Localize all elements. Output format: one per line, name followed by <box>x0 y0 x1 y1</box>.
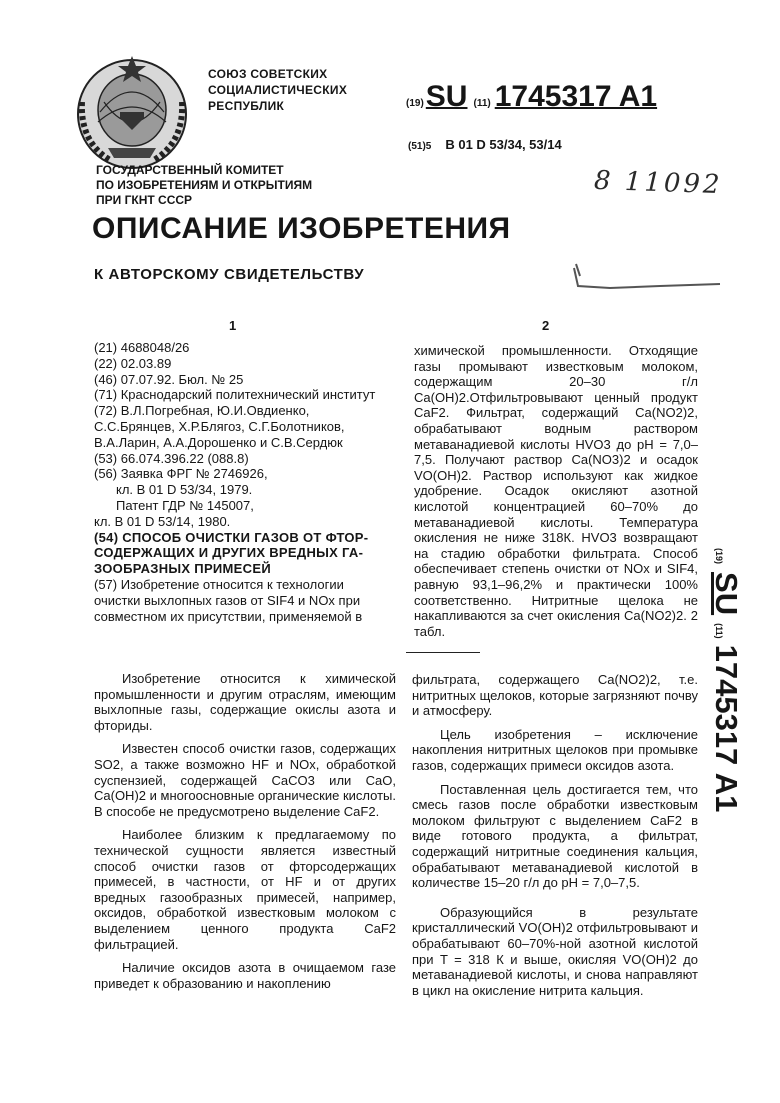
committee-line: ПО ИЗОБРЕТЕНИЯМ И ОТКРЫТИЯМ <box>96 178 313 192</box>
paragraph: Поставленная цель достигается тем, что смесь газов после обработки известковым молоком фильтруют с выделением CaF2 в виде готового продукта, а фильтрат, содержащий нитритные соединения кальция, обрабатывают метаванадиевой кислотой в количестве 15–20 г/л до pH = 7,0–7,5. <box>412 781 698 891</box>
paragraph: Известен способ очистки газов, содержащих SO2, а также возможно HF и NOx, обработкой суспензией, содержащей CaCO3 или CaO, Ca(OH)2 и многоосновные органические кислоты. В способе не предусмотрено выделение CaF2. <box>94 741 396 819</box>
country-line: СОЦИАЛИСТИЧЕСКИХ <box>208 83 348 97</box>
country-name <box>208 66 347 114</box>
sidebar-code-19: (19) <box>714 548 724 565</box>
applicant: (71) Краснодарский политехнический институт <box>94 387 376 403</box>
inventors: В.А.Ларин, А.А.Дорошенко и С.В.Сердюк <box>94 434 343 450</box>
invention-title: СОДЕРЖАЩИХ И ДРУГИХ ВРЕДНЫХ ГА- <box>94 545 364 561</box>
document-subtitle: К АВТОРСКОМУ СВИДЕТЕЛЬСТВУ <box>94 266 365 283</box>
code-11: (11) <box>473 98 491 109</box>
reference: кл. B 01 D 53/14, 1980. <box>94 513 231 529</box>
scan-mark-icon <box>570 256 730 296</box>
application-number: (21) 4688048/26 <box>94 340 190 355</box>
patent-number: 1745317 A1 <box>494 80 658 113</box>
abstract-start: совместном их присутствии, применяемой в <box>94 608 363 624</box>
sidebar-number: 1745317 A1 <box>709 644 744 813</box>
invention-title: ЗООБРАЗНЫХ ПРИМЕСЕЙ <box>94 561 271 577</box>
reference: (56) Заявка ФРГ № 2746926, <box>94 466 268 482</box>
paragraph: Цель изобретения – исключение накопления нитритных щелоков при промывке газов, содержащих примеси оксидов азота. <box>412 726 698 773</box>
paragraph: Изобретение относится к химической промышленности и другим отраслям, имеющим выхлопные газы, содержащие окислы азота и фториды. <box>94 671 396 733</box>
abstract-continuation: химической промышленности. Отходящие газы промывают известковым молоком, содержащим 20–30 г/л Ca(OH)2.Отфильтровывают ценный продукт CaF2. Фильтрат, содержащий Ca(NO2)2, обрабатывают водным раствором метаванадиевой кислоты HVO3 до pH = 7,0–7,5. Получают раствор Ca(NO3)2 и осадок VO(OH)2. Раствор используют как жидкое удобрение. Осадок окисляют азотной кислотой концентрацией 60–70% до метаванадиевой кислоты. Температура окисления не ниже 318К. HVO3 возвращают на стадию обработки фильтрата. Способ обеспечивает степень очистки от NOx и SIF4, равную 93,1–96,2% и практически 100% соответственно. Нитритные щелока не накапливаются за счет окисления Ca(NO2)2. 2 табл. <box>414 343 698 639</box>
bibliographic-data <box>94 340 394 624</box>
committee-name <box>96 163 312 208</box>
country-line: СОЮЗ СОВЕТСКИХ <box>208 67 328 81</box>
ipc-classes: B 01 D 53/34, 53/14 <box>445 137 562 152</box>
paragraph: Наличие оксидов азота в очищаемом газе приведет к образованию и накоплению <box>94 960 396 991</box>
paragraph: Образующийся в результате кристаллический VO(OH)2 отфильтровывают и обрабатывают 60–70%-ной азотной кислотой при T = 318 К и выше, окисляя VO(OH)2 до метаванадиевой кислоты, и снова направляют в цикл на окисление нитрита кальция. <box>412 904 698 998</box>
reference: кл. B 01 D 53/34, 1979. <box>116 482 253 498</box>
abstract-start: (57) Изобретение относится к технологии <box>94 576 344 592</box>
code-19: (19) <box>406 98 424 109</box>
sidebar-patent-number <box>704 548 744 1068</box>
column-number-right: 2 <box>542 318 550 333</box>
invention-title: (54) СПОСОБ ОЧИСТКИ ГАЗОВ ОТ ФТОР- <box>94 529 369 545</box>
publication-date: (46) 07.07.92. Бюл. № 25 <box>94 371 244 387</box>
document-title: ОПИСАНИЕ ИЗОБРЕТЕНИЯ <box>92 212 511 245</box>
country-code: SU <box>425 80 468 113</box>
udc: (53) 66.074.396.22 (088.8) <box>94 450 249 466</box>
ipc-code: (51)5 <box>408 141 432 152</box>
committee-line: ПРИ ГКНТ СССР <box>96 193 193 207</box>
abstract-start: очистки выхлопных газов от SIF4 и NOx при <box>94 592 361 608</box>
reference: Патент ГДР № 145007, <box>116 497 254 513</box>
country-line: РЕСПУБЛИК <box>208 99 285 113</box>
filing-date: (22) 02.03.89 <box>94 355 172 371</box>
description-left-column <box>94 671 396 999</box>
sidebar-country: SU <box>709 572 744 616</box>
description-right-column <box>412 672 698 1006</box>
inventors: С.С.Брянцев, Х.Р.Блягоз, С.Г.Болотников, <box>94 418 345 434</box>
handwritten-stamp: 8 11092 <box>593 165 724 201</box>
inventors: (72) В.Л.Погребная, Ю.И.Овдиенко, <box>94 403 310 419</box>
sidebar-code-11: (11) <box>714 623 724 639</box>
divider <box>406 652 480 653</box>
state-emblem-icon <box>70 52 194 176</box>
committee-line: ГОСУДАРСТВЕННЫЙ КОМИТЕТ <box>96 163 284 177</box>
ipc-classification <box>408 137 562 152</box>
publication-number <box>406 80 657 114</box>
paragraph: фильтрата, содержащего Ca(NO2)2, т.е. нитритных щелоков, которые загрязняют почву и атмосферу. <box>412 672 698 719</box>
column-number-left: 1 <box>229 318 237 333</box>
paragraph: Наиболее близким к предлагаемому по технической сущности является известный способ очистки газов от фторсодержащих примесей, в частности, от HF и от других вредных газообразных примесей, например, оксидов, обработкой известковым молоком с выделением ценного продукта CaF2 фильтрацией. <box>94 827 396 952</box>
